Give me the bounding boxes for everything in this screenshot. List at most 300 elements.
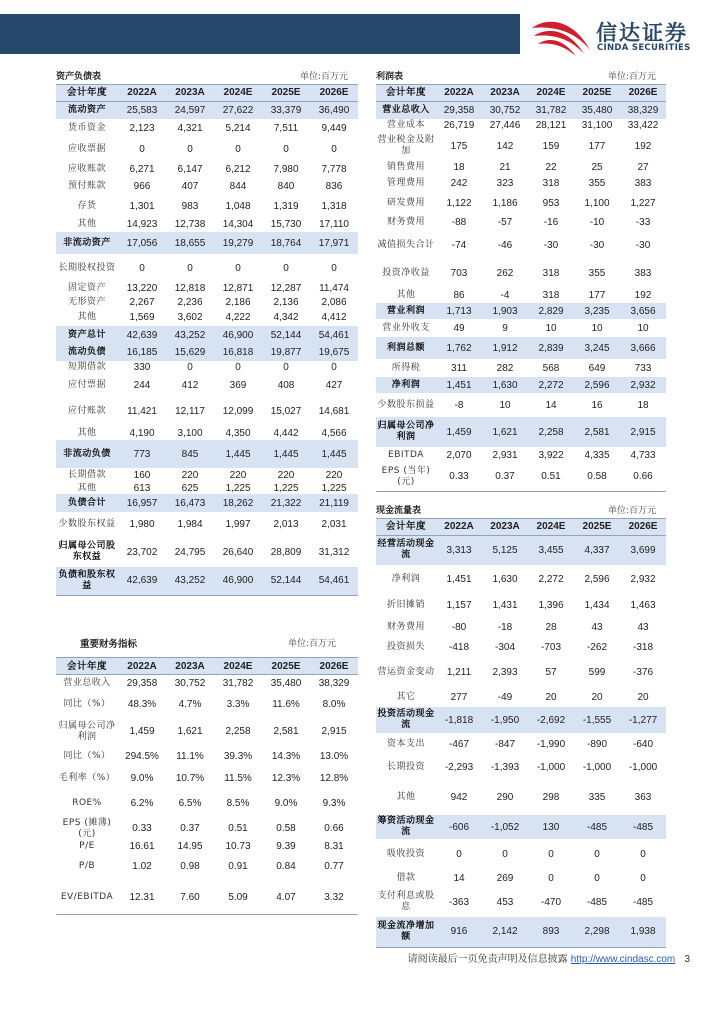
row-value: 318	[542, 267, 560, 279]
row-value: 7,980	[273, 163, 299, 175]
table-row	[56, 254, 358, 282]
row-value: 407	[181, 180, 199, 192]
row-value: -10	[589, 216, 605, 228]
row-value: 8.31	[324, 841, 344, 852]
row-value: 14	[545, 399, 557, 411]
website-link[interactable]: http://www.cindasc.com	[570, 954, 676, 965]
row-value: 4,442	[273, 427, 299, 439]
row-value: 311	[451, 362, 467, 374]
row-value: 1,451	[436, 377, 482, 393]
row-value: 282	[496, 362, 514, 374]
row-value: 0	[331, 143, 337, 155]
row-value: 14.3%	[271, 751, 301, 762]
row-value: -485	[587, 896, 608, 908]
row-label: 营业总收入	[63, 678, 111, 689]
row-value: 15,730	[270, 219, 302, 230]
row-value: 16,957	[118, 494, 166, 512]
row-value: 18,764	[262, 232, 310, 254]
table-row	[376, 755, 666, 779]
row-label: 归属母公司净利润	[376, 417, 436, 447]
table-row	[56, 119, 358, 137]
table-row	[376, 259, 666, 287]
row-value: -57	[497, 216, 513, 228]
row-value: 13.0%	[319, 751, 349, 762]
row-value: -30	[543, 239, 559, 251]
row-value: 269	[496, 872, 514, 884]
row-value: -485	[633, 896, 654, 908]
row-value: 15,027	[270, 405, 302, 417]
page-number: 3	[684, 954, 690, 965]
row-value: 2,931	[492, 449, 518, 461]
row-value: 5,125	[482, 535, 528, 565]
row-value: 1,903	[482, 303, 528, 319]
row-value: -1,555	[574, 707, 620, 733]
column-header-year: 2024E	[528, 84, 574, 101]
row-label: 销售费用	[386, 161, 425, 172]
row-value: 703	[450, 267, 468, 279]
row-label: 营业税金及附加	[377, 135, 435, 156]
row-value: 0	[456, 848, 462, 860]
row-value: 192	[634, 289, 652, 301]
row-label: 存货	[77, 200, 97, 211]
row-label: 支付利息或股息	[377, 891, 435, 912]
row-value: 192	[634, 140, 652, 152]
row-value: 1,459	[129, 726, 155, 737]
row-value: 49	[453, 322, 465, 334]
row-value: 12,871	[222, 283, 254, 294]
column-header-year: 2024E	[214, 84, 262, 101]
row-value: 0.66	[324, 823, 344, 834]
row-value: 31,312	[318, 546, 350, 558]
table-row	[376, 193, 666, 213]
row-value: 298	[542, 791, 560, 803]
row-value: 844	[229, 180, 247, 192]
row-value: 177	[588, 140, 606, 152]
row-label: 负债合计	[56, 494, 118, 512]
row-value: 0	[283, 362, 289, 373]
key-metrics-table	[56, 657, 358, 915]
row-value: 0	[235, 143, 241, 155]
table-row	[376, 917, 666, 947]
table-row	[376, 287, 666, 303]
row-value: 19,877	[262, 344, 310, 361]
row-value: 11.5%	[224, 773, 252, 784]
row-value: 20	[591, 691, 603, 703]
row-value: 1,621	[177, 726, 203, 737]
table-row	[376, 213, 666, 231]
row-value: 16.61	[129, 841, 155, 852]
row-value: 318	[542, 177, 560, 189]
row-value: 4,342	[273, 312, 299, 323]
row-value: 1,319	[273, 200, 299, 212]
row-value: 1,434	[584, 599, 610, 611]
row-value: -363	[448, 896, 469, 908]
row-value: 12,818	[174, 283, 206, 294]
row-value: 16	[591, 399, 603, 411]
table-row	[376, 839, 666, 869]
table-row	[376, 463, 666, 491]
cinda-logo-icon	[530, 14, 594, 58]
row-label: 非流动资产	[56, 232, 118, 254]
row-value: 0.77	[324, 861, 344, 872]
table-row	[376, 393, 666, 417]
row-label: 归属母公司股东权益	[58, 541, 116, 562]
row-value: 2,086	[321, 296, 347, 308]
cash-flow-table	[376, 502, 666, 948]
row-value: 18,655	[166, 232, 214, 254]
row-value: 31,782	[222, 678, 254, 690]
row-value: -1,950	[482, 707, 528, 733]
row-value: 3,245	[574, 337, 620, 359]
row-value: -2,293	[444, 761, 474, 773]
row-label: 其他	[77, 483, 97, 493]
row-value: 13,220	[126, 283, 158, 294]
row-value: -46	[497, 239, 513, 251]
row-value: 3,313	[436, 535, 482, 565]
row-value: 43	[591, 621, 603, 633]
table-header-row	[56, 658, 358, 675]
key-metrics-title: 重要财务指标	[80, 639, 138, 650]
row-label: 财务费用	[386, 216, 425, 227]
column-header-year: 2024E	[214, 658, 262, 675]
row-value: 290	[496, 791, 514, 803]
row-value: 1,463	[630, 599, 656, 611]
row-value: 0	[548, 872, 554, 884]
row-value: 1,122	[446, 197, 472, 209]
row-label: P/B	[78, 861, 96, 871]
column-header-year: 2026E	[620, 518, 666, 535]
row-value: 2,136	[273, 296, 299, 308]
row-value: 0.98	[180, 861, 200, 872]
row-label: 长期借款	[67, 470, 106, 480]
column-header-year: 2024E	[528, 518, 574, 535]
row-value: 0.33	[436, 463, 482, 491]
row-value: -80	[451, 621, 467, 633]
row-label: 研发费用	[386, 197, 425, 208]
row-value: 2,258	[225, 726, 251, 737]
row-label: 借款	[396, 872, 416, 883]
row-value: 39.3%	[223, 751, 253, 762]
row-value: 4,337	[574, 535, 620, 565]
row-value: 363	[634, 791, 652, 803]
row-value: 0	[187, 143, 193, 155]
row-value: 9.0%	[274, 798, 298, 809]
row-value: 2,839	[528, 337, 574, 359]
row-label: 归属母公司净利润	[58, 720, 116, 742]
row-value: 1,445	[310, 440, 358, 468]
column-header-year: 2026E	[620, 84, 666, 101]
row-value: 0	[594, 872, 600, 884]
table-row	[376, 869, 666, 887]
table-header-row	[376, 518, 666, 535]
row-value: 262	[496, 267, 514, 279]
row-value: 2,581	[273, 726, 299, 737]
table-row	[56, 853, 358, 881]
row-value: -30	[635, 239, 651, 251]
table-row	[56, 483, 358, 494]
row-value: 1,396	[538, 599, 564, 611]
row-value: 4,733	[630, 449, 656, 461]
row-value: 159	[542, 140, 560, 152]
row-value: 840	[277, 180, 295, 192]
table-row	[56, 468, 358, 483]
column-header-year: 2023A	[482, 518, 528, 535]
brand-logo	[530, 14, 720, 58]
row-value: 29,358	[436, 101, 482, 119]
table-row	[56, 396, 358, 426]
row-value: 1,980	[129, 519, 155, 530]
row-label: 同比（%）	[63, 699, 111, 709]
balance-sheet-table	[56, 68, 358, 596]
table-row	[56, 309, 358, 326]
row-value: 5,214	[225, 122, 251, 134]
row-value: 86	[453, 289, 465, 301]
row-label: 筹资活动现金流	[377, 816, 435, 837]
row-label: 其它	[396, 691, 416, 702]
row-value: 9.3%	[322, 798, 346, 809]
row-value: 31,100	[581, 119, 613, 131]
row-value: 20	[545, 691, 557, 703]
table-row	[376, 337, 666, 359]
row-value: 412	[181, 379, 199, 391]
row-value: 2,013	[273, 519, 299, 530]
row-label: 预付账款	[67, 180, 106, 191]
row-value: 0.91	[228, 861, 248, 872]
row-value: -847	[495, 738, 516, 750]
row-value: -318	[633, 641, 654, 653]
row-value: 1,997	[225, 519, 251, 530]
row-value: 160	[133, 470, 151, 481]
row-value: 0	[139, 262, 145, 274]
table-row	[376, 131, 666, 161]
row-label: P/E	[79, 841, 95, 851]
table-title-row	[376, 68, 666, 84]
row-label: 投资净收益	[382, 267, 430, 278]
row-value: 2,298	[574, 917, 620, 947]
row-value: 10.73	[225, 841, 251, 852]
row-value: 427	[325, 379, 343, 391]
table-row	[376, 359, 666, 377]
row-label: 吸收投资	[386, 848, 425, 859]
row-label: 少数股东损益	[377, 399, 435, 410]
table-row	[376, 319, 666, 337]
row-value: 0	[235, 262, 241, 274]
row-value: 2,581	[574, 417, 620, 447]
row-value: 21,119	[310, 494, 358, 512]
table-unit: 单位:百万元	[607, 72, 657, 83]
row-value: 0.84	[276, 861, 296, 872]
row-value: 4.7%	[178, 699, 202, 710]
row-value: 11.6%	[272, 699, 300, 710]
table-row	[56, 295, 358, 309]
table-unit: 单位:百万元	[299, 72, 349, 83]
table-row	[56, 693, 358, 717]
row-value: 43,252	[166, 326, 214, 344]
row-value: 29,358	[126, 678, 158, 690]
row-value: 383	[634, 267, 652, 279]
row-value: 983	[181, 200, 199, 212]
row-value: 4,566	[321, 427, 347, 439]
row-label: 净利润	[376, 377, 436, 393]
row-value: 1,984	[177, 519, 203, 530]
row-value: 14.95	[177, 841, 203, 852]
row-value: -1,818	[436, 707, 482, 733]
row-value: 177	[588, 289, 606, 301]
row-label: 应付票据	[67, 379, 106, 390]
row-value: 4.07	[262, 881, 310, 915]
row-value: 0	[502, 848, 508, 860]
row-value: 3,602	[177, 312, 203, 323]
table-row	[56, 881, 358, 915]
row-value: 0	[331, 262, 337, 274]
table-row	[56, 817, 358, 841]
row-value: 3,235	[574, 303, 620, 319]
table-row	[376, 173, 666, 193]
table-row	[376, 417, 666, 447]
table-header-row	[56, 84, 358, 101]
row-label: 固定资产	[67, 283, 106, 293]
row-value: 38,329	[318, 678, 350, 690]
table-row	[376, 657, 666, 687]
row-value: 599	[588, 666, 606, 678]
row-label: 应收票据	[67, 143, 106, 154]
disclaimer-text: 请阅读最后一页免责声明及信息披露	[407, 954, 568, 965]
row-value: 27,446	[489, 119, 521, 131]
row-label: 资本支出	[386, 738, 425, 749]
row-value: 43,252	[166, 567, 214, 595]
row-label: 货币资金	[67, 122, 106, 133]
row-value: 54,461	[310, 326, 358, 344]
row-value: 2,123	[129, 122, 155, 134]
row-label: 流动资产	[56, 101, 118, 119]
income-statement-table	[376, 68, 666, 492]
row-value: 12.31	[118, 881, 166, 915]
table-title: 资产负债表	[56, 72, 102, 83]
row-value: 1,621	[482, 417, 528, 447]
row-value: -606	[436, 815, 482, 839]
table-row	[376, 779, 666, 815]
row-label: 投资活动现金流	[376, 707, 436, 733]
row-value: 48.3%	[127, 699, 157, 710]
table-row	[56, 326, 358, 344]
table-row	[376, 815, 666, 839]
row-value: 19,675	[310, 344, 358, 361]
row-value: 966	[133, 180, 151, 192]
row-value: 335	[588, 791, 606, 803]
row-value: 4,222	[225, 312, 251, 323]
row-value: -2,692	[528, 707, 574, 733]
row-value: 0	[331, 362, 337, 373]
row-value: 1.02	[132, 861, 152, 872]
row-value: -18	[497, 621, 513, 633]
row-value: 28,809	[270, 546, 302, 558]
column-header-year: 2022A	[118, 658, 166, 675]
table-row	[376, 687, 666, 707]
row-value: 14,923	[126, 219, 158, 230]
table-row	[56, 512, 358, 537]
table-row	[56, 791, 358, 817]
row-value: 11,474	[319, 283, 349, 294]
row-value: 0.58	[574, 463, 620, 491]
row-label: 流动负债	[56, 344, 118, 361]
row-value: 1,157	[446, 599, 472, 611]
row-value: 1,225	[273, 483, 299, 494]
row-value: 3.32	[310, 881, 358, 915]
row-value: 244	[133, 379, 151, 391]
row-label: 净利润	[391, 573, 421, 584]
row-label: 长期投资	[386, 761, 425, 772]
row-value: 4,321	[177, 122, 203, 134]
row-value: 845	[166, 440, 214, 468]
row-value: 7.60	[166, 881, 214, 915]
row-label: 利润总额	[376, 337, 436, 359]
table-title-row	[376, 502, 666, 518]
row-value: 2,272	[538, 573, 564, 585]
table-row	[56, 767, 358, 791]
row-label: 减值损失合计	[377, 239, 435, 250]
row-label: 同比（%）	[63, 751, 111, 761]
row-value: 3,666	[620, 337, 666, 359]
row-label: 负债和股东权益	[56, 567, 118, 595]
row-value: 323	[496, 177, 514, 189]
row-value: -8	[454, 399, 464, 411]
row-value: 1,912	[482, 337, 528, 359]
row-value: 24,795	[174, 546, 206, 558]
row-value: 46,900	[214, 567, 262, 595]
row-label: 营业利润	[376, 303, 436, 319]
row-value: 4,190	[129, 427, 155, 439]
row-label: 应付账款	[67, 405, 106, 416]
column-header-year: 2025E	[574, 84, 620, 101]
row-value: -4	[500, 289, 510, 301]
row-value: 916	[436, 917, 482, 947]
row-value: 2,932	[630, 573, 656, 585]
row-value: 1,225	[321, 483, 347, 494]
row-value: 0	[187, 262, 193, 274]
table-title: 利润表	[376, 72, 404, 83]
row-value: 1,225	[225, 483, 251, 494]
row-value: 318	[542, 289, 560, 301]
table-row	[376, 231, 666, 259]
row-label: EPS (摊薄)(元)	[62, 817, 112, 839]
row-value: 18	[637, 399, 649, 411]
row-value: 1,630	[482, 377, 528, 393]
table-row	[56, 747, 358, 767]
row-value: 2,186	[225, 296, 251, 308]
row-value: 20	[637, 691, 649, 703]
row-value: 942	[450, 791, 468, 803]
row-value: 23,702	[126, 546, 158, 558]
row-value: 12.8%	[319, 773, 349, 784]
row-value: 42,639	[118, 326, 166, 344]
column-header-year: 2022A	[118, 84, 166, 101]
row-value: 220	[181, 470, 199, 481]
row-value: 294.5%	[125, 751, 159, 762]
row-value: 52,144	[262, 326, 310, 344]
row-value: 1,762	[436, 337, 482, 359]
table-row	[56, 232, 358, 254]
row-value: 175	[450, 140, 468, 152]
row-value: -703	[541, 641, 562, 653]
row-value: 3,922	[538, 449, 564, 461]
row-value: 5.09	[214, 881, 262, 915]
row-value: 1,211	[446, 666, 472, 678]
page-footer	[0, 950, 690, 965]
row-value: 25	[591, 161, 603, 173]
row-value: 36,490	[310, 101, 358, 119]
row-label: 营业总收入	[376, 101, 436, 119]
column-header-year: 2025E	[574, 518, 620, 535]
